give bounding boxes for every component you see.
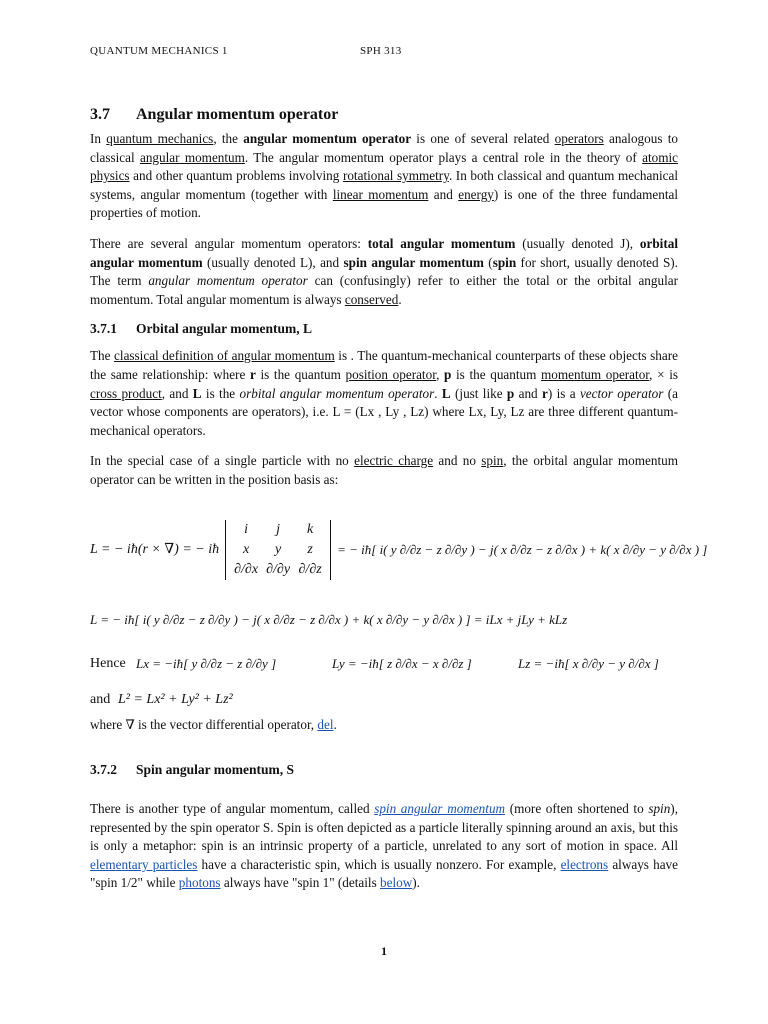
- link-momentum-operator[interactable]: momentum operator: [541, 366, 650, 382]
- paragraph-position-basis: In the special case of a single particle with no electric charge and no spin, the orbital angular momentum operator can be written in the position basis as:: [90, 453, 678, 487]
- link-photons[interactable]: photons: [178, 875, 221, 891]
- paragraph-intro: In quantum mechanics, the angular momentum operator is one of several related operators analogous to classical angular momentum. The angular momentum operator plays a central role in the theory of atomic physics and other quantum problems involving rotational symmetry. In both classical and quantum mechanical systems, angular momentum (together with linear momentum and energy) is one of the three fundamental properties of motion.: [90, 131, 679, 221]
- section-number: 3.7: [90, 106, 110, 123]
- subsection-heading-spin: 3.7.2 Spin angular momentum, S: [90, 762, 295, 778]
- link-operators[interactable]: operators: [554, 131, 604, 146]
- link-position-operator[interactable]: position operator: [345, 366, 437, 382]
- paragraph-orbital: The classical definition of angular momentum is . The quantum-mechanical counterparts of these objects share the same relationship: where r is the quantum position operator, p is the quantum momentum operator, × is cross product, and L is the orbital angular momentum operator. L (just like p and r) is a vector operator (a vector whose components are operators), i.e. L = (Lx , Ly , Lz) where Lx, Ly, Lz are three different quantum-mechanical operators.: [90, 348, 679, 438]
- determinant-matrix: i j k x y z ∂/∂x ∂/∂y ∂/∂z: [225, 520, 331, 580]
- paragraph-spin: There is another type of angular momentum, called spin angular momentum (more often shortened to spin), represented by the spin operator S. Spin is often depicted as a particle literally spinning around an axis, but this is only a metaphor: spin is an intrinsic property of a particle, unrelated to any sort of motion in space. All elementary particles have a characteristic spin, which is usually nonzero. For example, electrons always have "spin 1/2" while photons always have "spin 1" (details below).: [90, 801, 678, 891]
- paragraph-del: where ∇ is the vector differential operator, del.: [90, 716, 337, 732]
- header-course-code: SPH 313: [360, 45, 402, 57]
- link-rotational-symmetry[interactable]: rotational symmetry: [342, 168, 449, 184]
- link-linear-momentum[interactable]: linear momentum: [332, 186, 429, 202]
- equation-block: [90, 502, 708, 714]
- equation-hence: Hence Lx = −iħ[ y ∂/∂z − z ∂/∂y ] Ly = −iħ[ z ∂/∂x − x ∂/∂z ] Lz = −iħ[ x ∂/∂y − y ∂/∂x ]: [90, 655, 659, 671]
- link-spin-angular-momentum[interactable]: spin angular momentum: [374, 801, 506, 817]
- link-atomic-physics[interactable]: atomic physics: [90, 149, 678, 184]
- section-heading: [90, 106, 678, 124]
- page-content: [90, 106, 708, 905]
- link-conserved[interactable]: conserved: [344, 291, 399, 307]
- equation-components: L = − iħ[ i( y ∂/∂z − z ∂/∂y ) − j( x ∂/∂z − z ∂/∂x ) + k( x ∂/∂y − y ∂/∂x ) ] = iLx + jLy + kLz: [90, 611, 568, 627]
- link-classical-definition[interactable]: classical definition of angular momentum: [114, 348, 335, 364]
- link-below[interactable]: below: [380, 875, 413, 891]
- link-electrons[interactable]: electrons: [560, 856, 609, 872]
- paragraph-operators: There are several angular momentum operators: total angular momentum (usually denoted J), orbital angular momentum (usually denoted L), and spin angular momentum (spin for short, usually denoted S). The term angular momentum operator can (confusingly) refer to either the total or the orbital angular momentum. Total angular momentum is always conserved.: [90, 235, 679, 307]
- link-elementary-particles[interactable]: elementary particles: [90, 856, 198, 872]
- subsection-heading-orbital: 3.7.1 Orbital angular momentum, L: [90, 321, 313, 337]
- link-energy[interactable]: energy: [458, 186, 494, 202]
- equation-l-squared: and L² = Lx² + Ly² + Lz²: [90, 691, 233, 707]
- link-electric-charge[interactable]: electric charge: [354, 453, 434, 469]
- header-title: QUANTUM MECHANICS 1: [90, 45, 228, 57]
- link-angular-momentum[interactable]: angular momentum: [139, 149, 245, 165]
- link-quantum-mechanics[interactable]: quantum mechanics: [106, 131, 214, 146]
- link-cross-product[interactable]: cross product: [90, 385, 162, 401]
- link-del[interactable]: del: [317, 716, 334, 732]
- link-spin[interactable]: spin: [481, 453, 504, 469]
- page-number: 1: [381, 944, 387, 958]
- section-title: Angular momentum operator: [136, 106, 339, 123]
- equation-cross-product: L = − iħ(r × ∇) = − iħ i j k x y z ∂/∂x ∂/∂y ∂/∂z = − iħ[ i( y ∂/∂z − z ∂/∂y ) − j( x ∂/∂z − z ∂/∂x ) + k( x ∂/∂y − y ∂/∂x ) ]: [90, 502, 678, 598]
